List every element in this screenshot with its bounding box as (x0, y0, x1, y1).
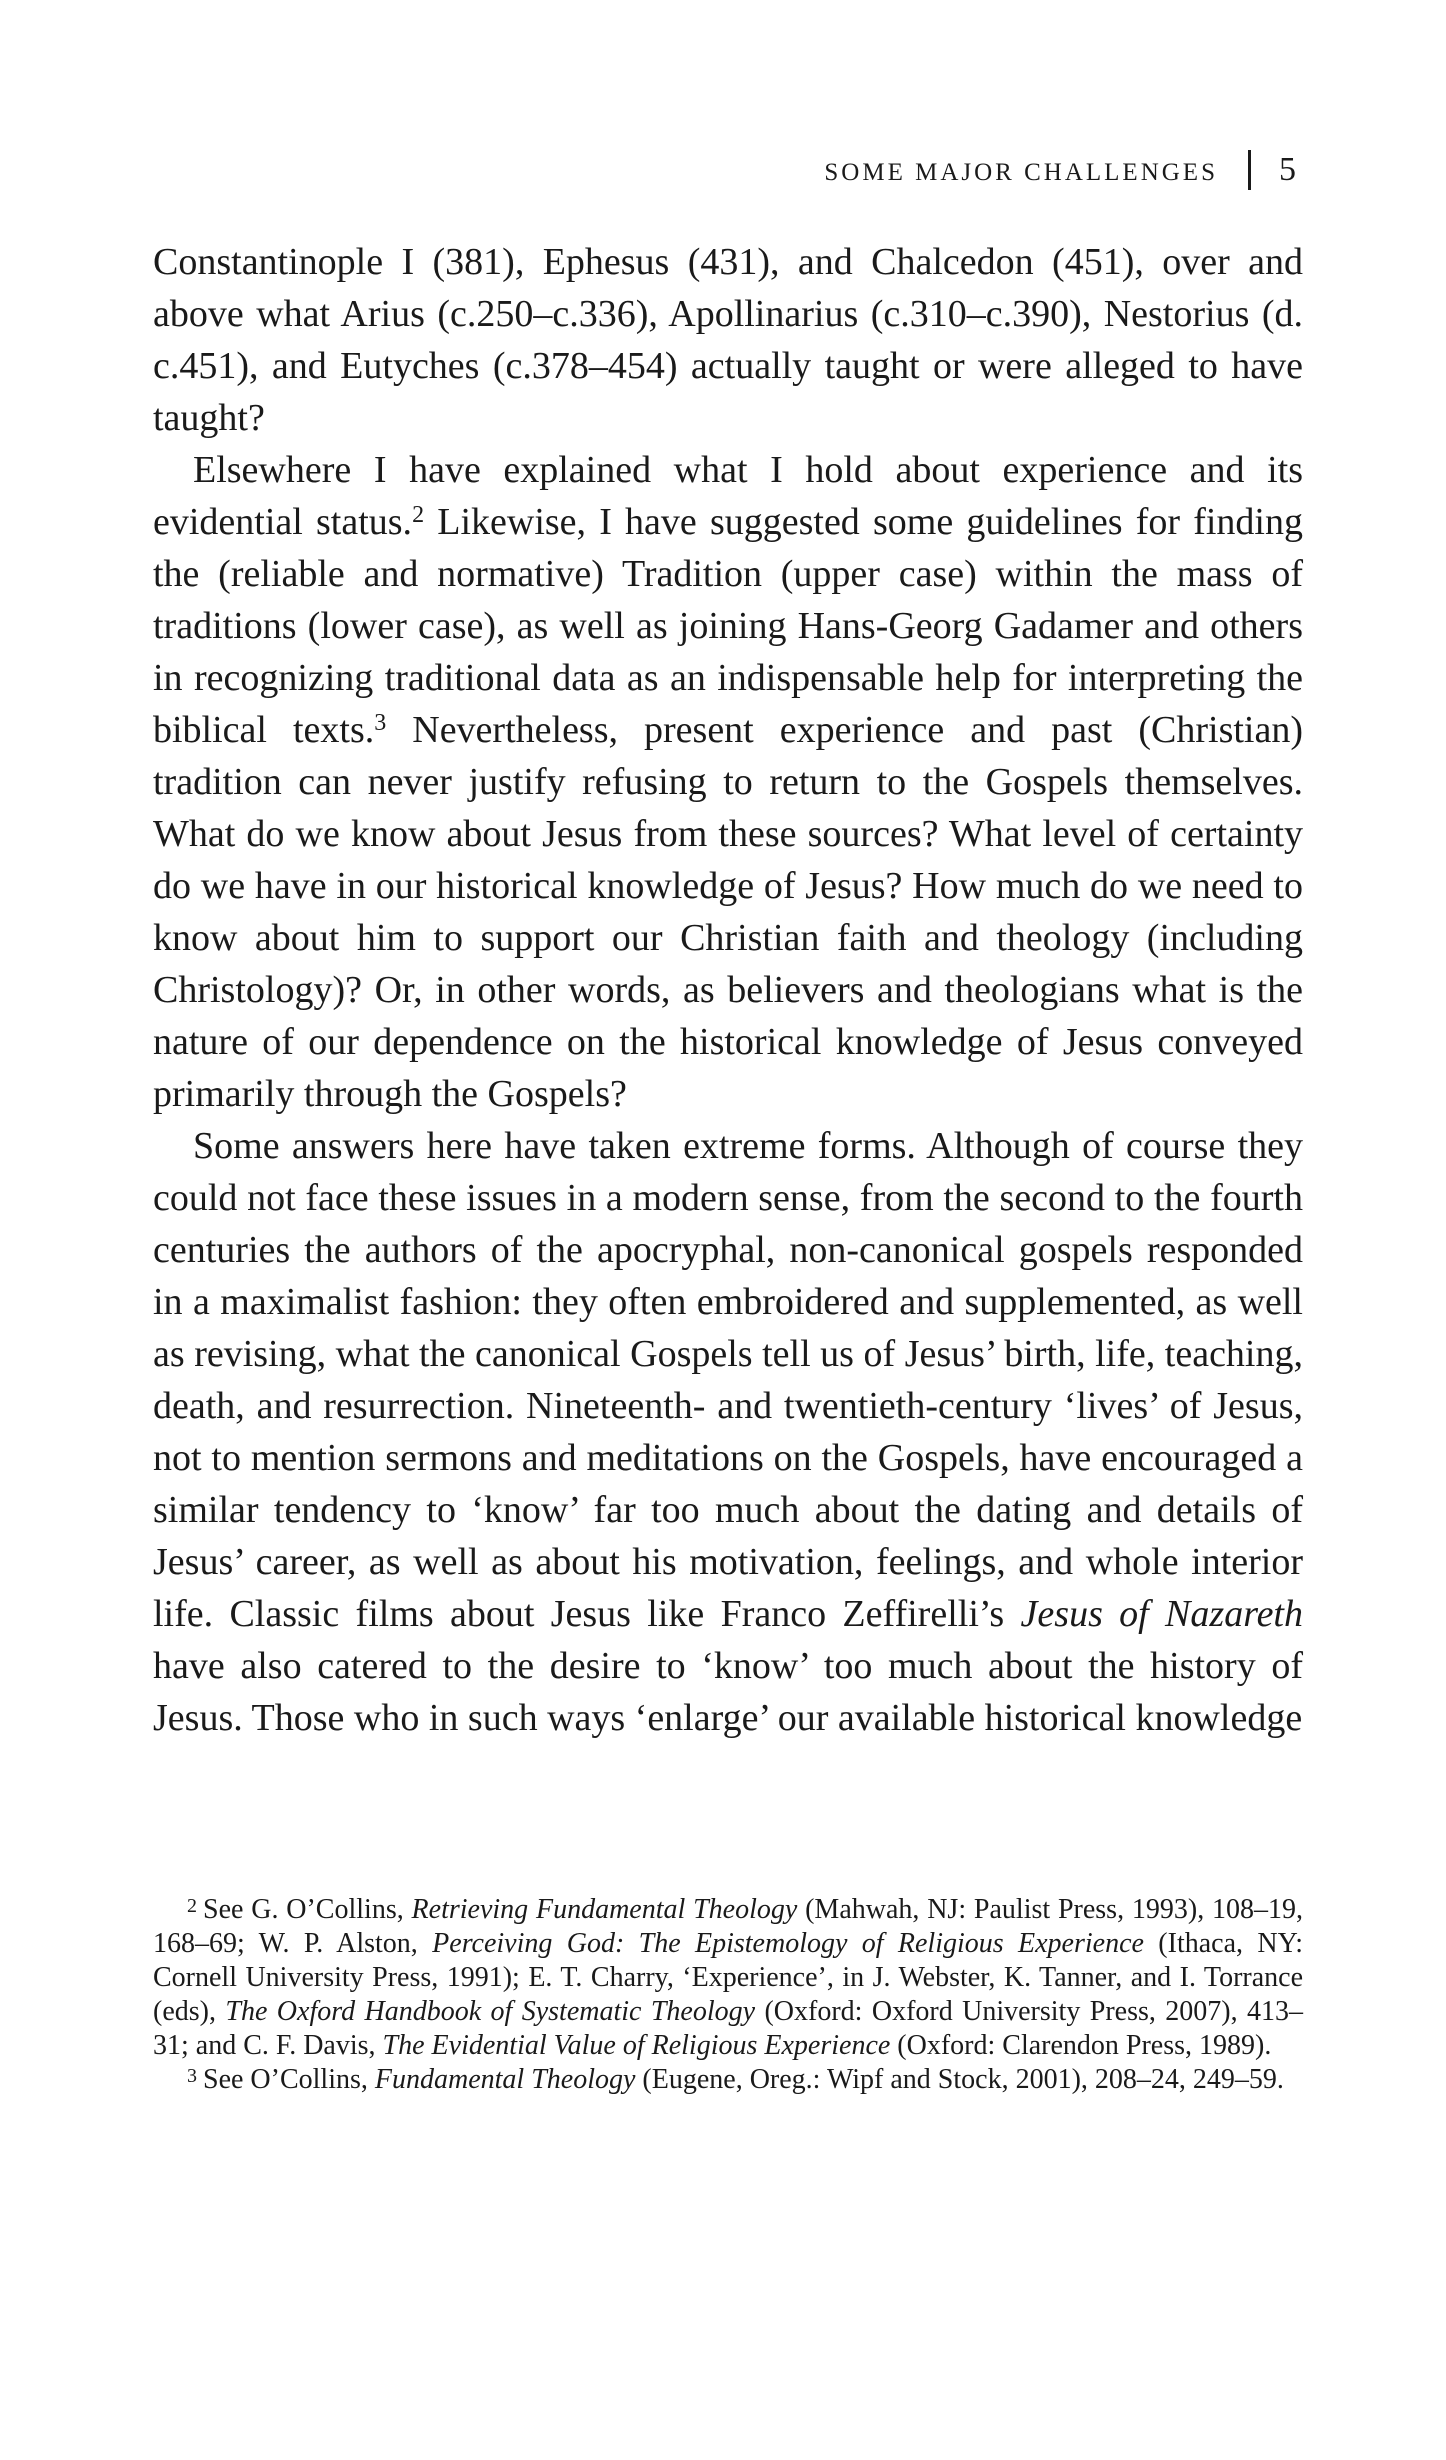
body-text (153, 236, 1303, 1744)
running-head-title: SOME MAJOR CHALLENGES (824, 159, 1218, 186)
footnote-3-text-2: (Eugene, Oreg.: Wipf and Stock, 2001), 208–24, 249–59. (635, 2064, 1284, 2095)
paragraph-2-text-a: Elsewhere I have explained what I hold about experience and its evidential status. (153, 449, 1303, 543)
running-head (153, 150, 1296, 190)
footnote-ref-2: 2 (412, 502, 425, 528)
footnote-2-text-4: (Oxford: Oxford University Press, 2007), 413–31; and C. F. Davis, (153, 1996, 1303, 2061)
footnote-2-text-1: See G. O’Collins, (203, 1894, 412, 1925)
footnote-2-text-5: (Oxford: Clarendon Press, 1989). (890, 2030, 1272, 2061)
footnote-2-title-4: The Evidential Value of Religious Experience (382, 2030, 891, 2061)
running-head-divider (1248, 150, 1251, 190)
footnote-3-mark: 3 (187, 2065, 197, 2087)
footnotes (153, 1893, 1303, 2097)
footnote-3 (153, 2063, 1303, 2097)
footnote-2-text-3: (Ithaca, NY: Cornell University Press, 1991); E. T. Charry, ‘Experience’, in J. Webster, K. Tanner, and I. Torrance (eds), (153, 1928, 1304, 2027)
paragraph-3-text-a: Some answers here have taken extreme forms. Although of course they could not face these issues in a modern sense, from the second to the fourth centuries the authors of the apocryphal, non-canonical gospels responded in a maximalist fashion: they often embroidered and supplemented, as well as revising, what the canonical Gospels tell us of Jesus’ birth, life, teaching, death, and resurrection. Nineteenth- and twentieth-century ‘lives’ of Jesus, not to mention sermons and meditations on the Gospels, have encouraged a similar tendency to ‘know’ far too much about the dating and details of Jesus’ career, as well as about his motivation, feelings, and whole interior life. Classic films about Jesus like Franco Zeffirelli’s (153, 1125, 1303, 1635)
paragraph-3-text-b: have also catered to the desire to ‘know’ too much about the history of Jesus. Those who in such ways ‘enlarge’ our available historical knowledge (153, 1645, 1303, 1739)
film-title: Jesus of Nazareth (1020, 1593, 1303, 1635)
footnote-2-title-1: Retrieving Fundamental Theology (411, 1894, 798, 1925)
paragraph-2-text-b: Likewise, I have suggested some guidelines for finding the (reliable and normative) Tradition (upper case) within the mass of traditions (lower case), as well as joining Hans-Georg Gadamer and others in recognizing traditional data as an indispensable help for interpreting the biblical texts. (153, 501, 1303, 751)
footnote-2 (153, 1893, 1303, 2063)
footnote-3-text-1: See O’Collins, (203, 2064, 375, 2095)
footnote-2-title-3: The Oxford Handbook of Systematic Theology (225, 1996, 756, 2027)
footnote-2-title-2: Perceiving God: The Epistemology of Religious Experience (432, 1928, 1144, 1959)
page-number: 5 (1279, 151, 1296, 188)
footnote-2-mark: 2 (187, 1895, 197, 1917)
footnote-ref-3: 3 (374, 710, 387, 736)
paragraph-1: Constantinople I (381), Ephesus (431), and Chalcedon (451), over and above what Arius (c.250–c.336), Apollinarius (c.310–c.390), Nestorius (d. c.451), and Eutyches (c.378–454) actually taught or were alleged to have taught? (153, 241, 1303, 439)
paragraph-2 (153, 444, 1303, 1120)
paragraph-2-text-c: Nevertheless, present experience and past (Christian) tradition can never justify refusing to return to the Gospels themselves. What do we know about Jesus from these sources? What level of certainty do we have in our historical knowledge of Jesus? How much do we need to know about him to support our Christian faith and theology (including Christology)? Or, in other words, as believers and theologians what is the nature of our dependence on the historical knowledge of Jesus conveyed primarily through the Gospels? (153, 709, 1304, 1115)
footnote-3-title-1: Fundamental Theology (374, 2064, 636, 2095)
paragraph-3 (153, 1120, 1303, 1744)
footnote-2-text-2: (Mahwah, NJ: Paulist Press, 1993), 108–19, 168–69; W. P. Alston, (153, 1894, 1304, 1959)
